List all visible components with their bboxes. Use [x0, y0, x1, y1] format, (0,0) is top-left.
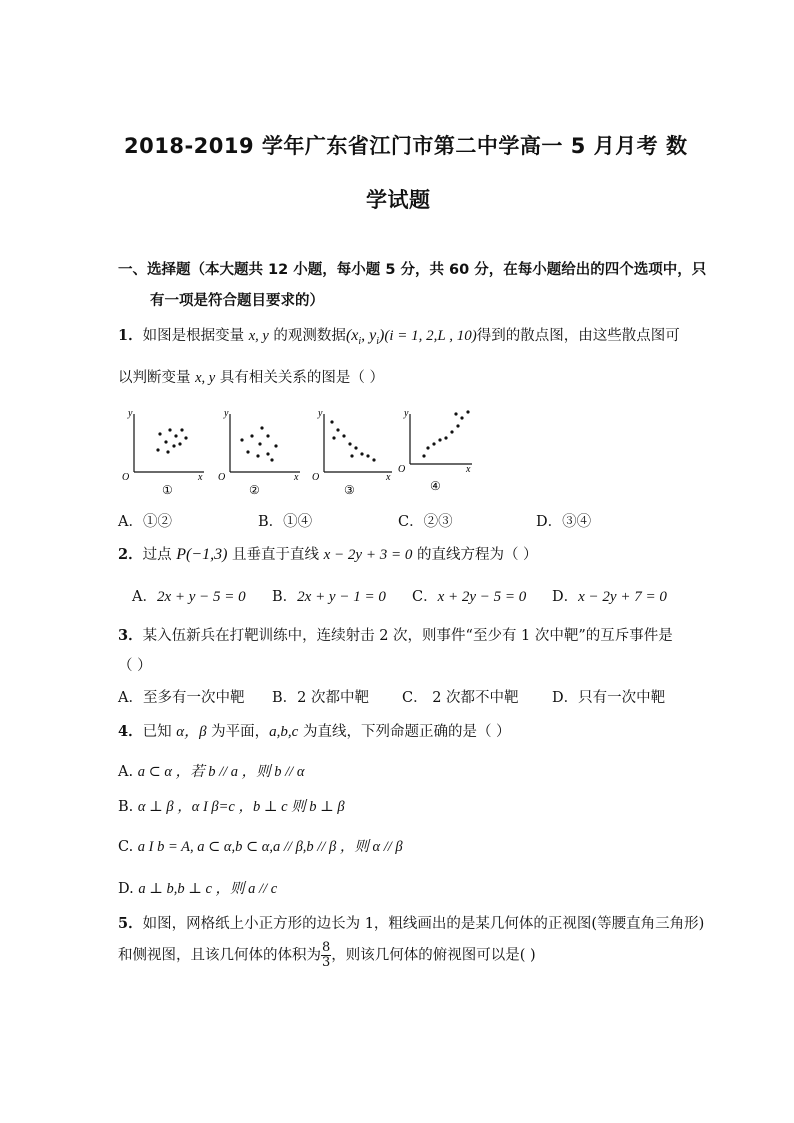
question-number: 3．	[118, 627, 143, 644]
question-number: 5．	[118, 915, 143, 932]
svg-text:O: O	[398, 464, 406, 475]
svg-text:O: O	[218, 472, 226, 483]
q1-option-a[interactable]: A．①②	[118, 514, 172, 530]
question-3-stem: 3．某入伍新兵在打靶训练中，连续射击 2 次，则事件“至少有 1 次中靶”的互斥事件是	[118, 627, 673, 644]
question-1-line2: 以判断变量 x, y 具有相关关系的图是（ ）	[118, 370, 384, 386]
svg-text:y: y	[224, 408, 229, 419]
svg-text:x: x	[386, 472, 391, 483]
q4-option-b[interactable]: B. α ⊥ β ，α I β=c ，b ⊥ c 则 b ⊥ β	[118, 799, 345, 815]
svg-text:y: y	[404, 408, 409, 419]
volume-fraction: $\frac{8}{3}$	[322, 940, 331, 970]
q1-option-d[interactable]: D．③④	[536, 514, 592, 530]
question-3-answer-paren: （ ）	[118, 658, 152, 674]
question-5-line2: 和侧视图，且该几何体的体积为 $\frac{8}{3}$ ，则该几何体的俯视图可以是( )	[118, 940, 536, 970]
section-heading-line2: 有一项是符合题目要求的）	[150, 293, 324, 309]
section-heading-line1: 一、选择题（本大题共 12 小题，每小题 5 分，共 60 分，在每小题给出的四个选项中，只	[118, 262, 707, 278]
svg-text:①: ①	[162, 483, 173, 497]
question-5-line1: 5．如图，网格纸上小正方形的边长为 1，粗线画出的是某几何体的正视图(等腰直角三角形)	[118, 915, 705, 932]
question-number: 2．	[118, 546, 143, 563]
svg-text:④: ④	[430, 479, 441, 493]
scatter-plot-4	[398, 408, 472, 493]
svg-text:O: O	[122, 472, 130, 483]
svg-text:②: ②	[249, 483, 260, 497]
question-4-stem: 4．已知 α，β 为平面，a,b,c 为直线，下列命题正确的是（ ）	[118, 723, 511, 740]
q2-option-c[interactable]: C．x + 2y − 5 = 0	[412, 589, 527, 605]
q3-option-b[interactable]: B．2 次都中靶	[272, 690, 369, 706]
svg-text:y: y	[318, 408, 323, 419]
question-2-stem: 2．过点 P(−1,3) 且垂直于直线 x − 2y + 3 = 0 的直线方程为（ ）	[118, 546, 538, 563]
q3-option-d[interactable]: D．只有一次中靶	[552, 690, 666, 706]
question-number: 1．	[118, 327, 143, 344]
q4-option-d[interactable]: D. a ⊥ b,b ⊥ c ，则 a // c	[118, 881, 278, 897]
question-1-line1: 1．如图是根据变量 x, y 的观测数据($x_i$, $y_i)(i = 1$, 2,L , 10)得到的散点图，由这些散点图可	[118, 327, 680, 348]
scatter-plots-figure	[112, 400, 492, 500]
question-number: 4．	[118, 723, 143, 740]
q1-option-c[interactable]: C．②③	[398, 514, 453, 530]
q1-option-b[interactable]: B．①④	[258, 514, 313, 530]
svg-text:x: x	[294, 472, 299, 483]
q4-option-a[interactable]: A. a ⊂ α ，若 b // a ，则 b // α	[118, 764, 305, 780]
q2-option-b[interactable]: B．2x + y − 1 = 0	[272, 589, 386, 605]
q3-option-c[interactable]: C． 2 次都不中靶	[402, 690, 519, 706]
svg-text:O: O	[312, 472, 320, 483]
scatter-plot-1	[122, 408, 204, 497]
q4-option-c[interactable]: C. a I b = A, a ⊂ α,b ⊂ α,a // β,b // β ，则 α // β	[118, 839, 403, 855]
svg-text:y: y	[128, 408, 133, 419]
scatter-plot-3	[312, 408, 392, 497]
scatter-plot-2	[218, 408, 300, 497]
q2-option-d[interactable]: D．x − 2y + 7 = 0	[552, 589, 667, 605]
q3-option-a[interactable]: A．至多有一次中靶	[118, 690, 245, 706]
svg-text:x: x	[466, 464, 471, 475]
svg-text:x: x	[198, 472, 203, 483]
svg-text:③: ③	[344, 483, 355, 497]
q2-option-a[interactable]: A．2x + y − 5 = 0	[132, 589, 246, 605]
exam-title-line1: 2018-2019 学年广东省江门市第二中学高一 5 月月考 数	[124, 134, 688, 158]
exam-title-line2: 学试题	[366, 188, 431, 212]
